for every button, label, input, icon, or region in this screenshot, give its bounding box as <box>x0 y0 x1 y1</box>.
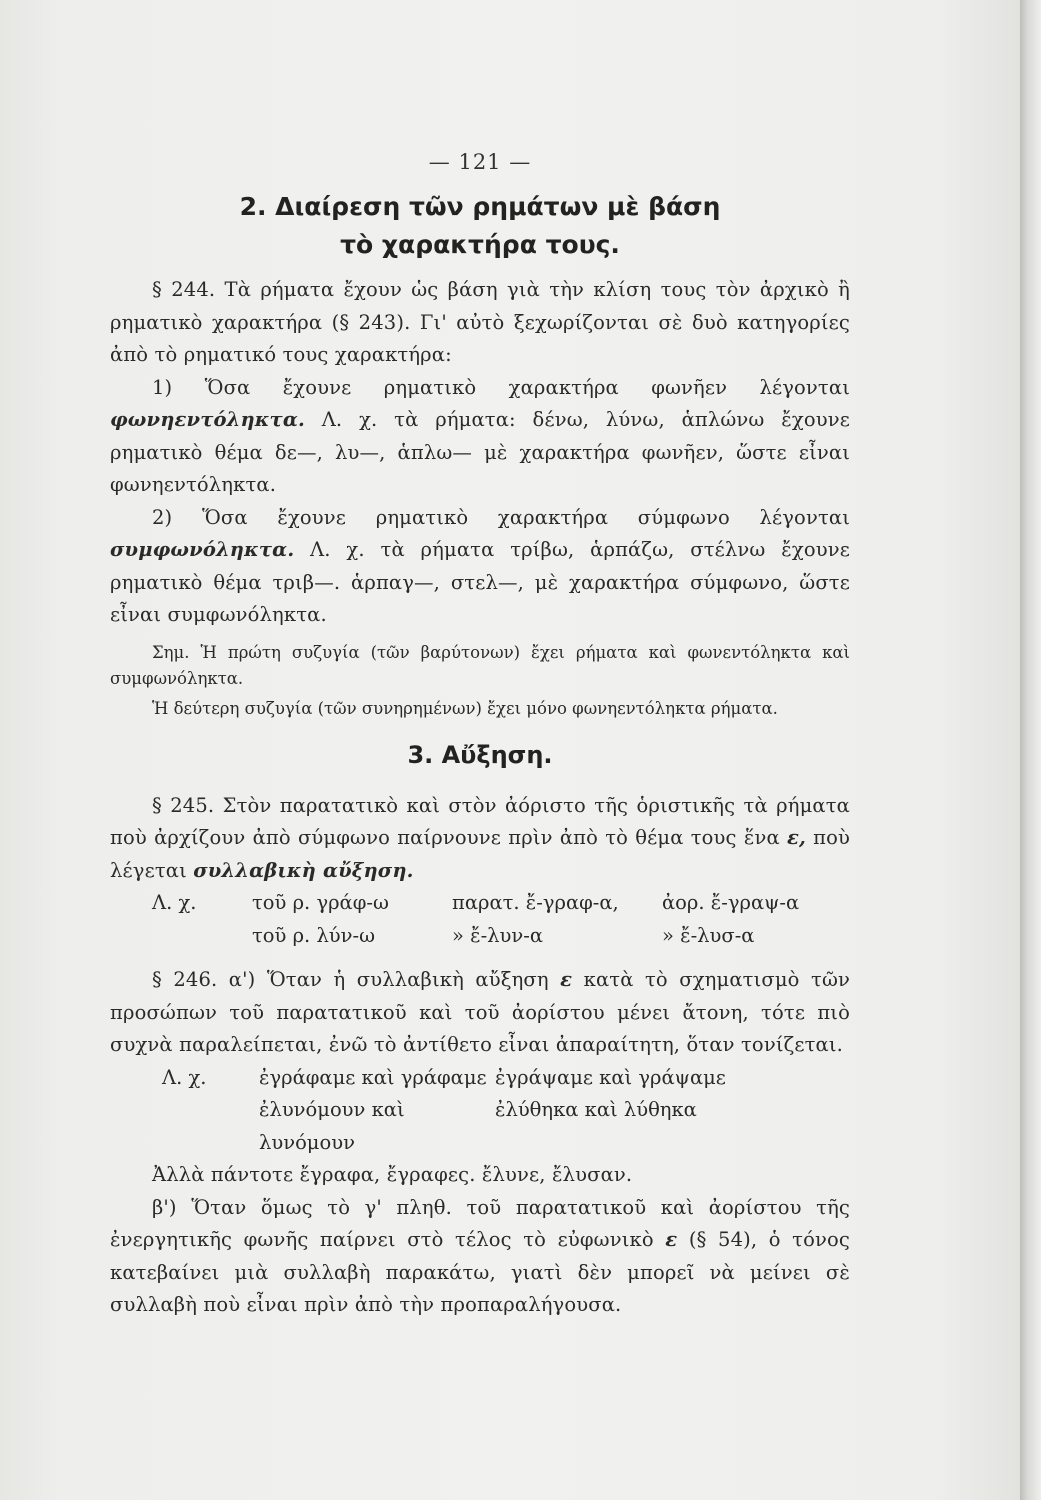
item1-text-b: Λ. χ. τὰ ρήματα: δένω, λύνω, ἁπλώνω ἔχουνε ρηματικὸ θέμα δε—, λυ—, ἁπλω— μὲ χαρακτήρα φωνῆεν, ὥστε εἶναι φωνηεντόληκτα. <box>110 408 850 496</box>
page-edge <box>1020 0 1041 1500</box>
p246b-text-1: β') Ὅταν ὅμως τὸ γ' πληθ. τοῦ παρατατικοῦ καὶ ἀορίστου τῆς ἐνεργητικῆς φωνῆς παίρνει στὸ τέλος τὸ εὐφωνικὸ <box>110 1195 850 1251</box>
example-cell: ἐλύθηκα καὶ λύθηκα <box>495 1098 697 1121</box>
paragraph-246-a <box>110 964 850 1062</box>
note-first-conjugation: Σημ. Ἡ πρώτη συζυγία (τῶν βαρύτονων) ἔχει ρήματα καὶ φωνεντόληκτα καὶ συμφωνόληκτα. <box>110 642 850 688</box>
example-cell: ἐλυνόμουν καὶ λυνόμουν <box>259 1098 405 1154</box>
p246a-text-1: § 246. α') Ὅταν ἡ συλλαβικὴ αὔξηση <box>152 968 561 991</box>
example-cell: ἐγράφαμε καὶ γράφαμε <box>259 1065 487 1089</box>
section-3-heading: 3. Αὔξηση. <box>407 740 553 769</box>
example-row <box>110 920 850 953</box>
p246a-epsilon: ε <box>560 968 573 991</box>
example-cell: Λ. χ. <box>152 891 197 914</box>
example-row <box>110 1062 850 1095</box>
example-cell: Λ. χ. <box>162 1065 207 1089</box>
example-cell: τοῦ ρ. γράφ-ω <box>252 891 389 914</box>
p246b-text-2: (§ 54), ὁ τόνος κατεβαίνει μιὰ συλλαβὴ παρακάτω, γιατὶ δὲν μπορεῖ νὰ μείνει σὲ συλλαβὴ ποὺ εἶναι πρὶν ἀπὸ τὴν προπαραλήγουσα. <box>110 1228 850 1316</box>
p245-term: συλλαβικὴ αὔξηση. <box>193 858 414 882</box>
paragraph-246-but: Ἀλλὰ πάντοτε ἔγραφα, ἔγραφες. ἔλυνε, ἔλυσαν. <box>152 1163 633 1186</box>
example-row <box>110 887 850 920</box>
example-cell: » ἔ-λυσ-α <box>662 923 755 947</box>
example-cell: ἀορ. ἔ-γραψ-α <box>662 891 800 914</box>
paragraph-246-b <box>110 1192 850 1322</box>
p246b-epsilon: ε <box>665 1228 678 1251</box>
page-number: — 121 — <box>428 150 532 174</box>
paragraph-245 <box>110 790 850 888</box>
p245-text-a: § 245. Στὸν παρατατικὸ καὶ στὸν ἀόριστο τῆς ὁριστικῆς τὰ ρήματα ποὺ ἀρχίζουν ἀπὸ σύμφωνο παίρνουνε πρὶν ἀπὸ τὸ θέμα τους ἕνα <box>110 793 850 849</box>
p246a-text-2: κατὰ τὸ σχηματισμὸ τῶν προσώπων τοῦ παρατατικοῦ καὶ τοῦ ἀορίστου μένει ἄτονη, τότε πιὸ συχνὰ παραλείπεται, ἐνῶ τὸ ἀντίθετο εἶναι ἀπαραίτητη, ὅταν τονίζεται. <box>110 968 850 1056</box>
example-cell: ἐγράψαμε καὶ γράψαμε <box>495 1065 726 1089</box>
p245-epsilon: ε, <box>786 826 806 849</box>
example-cell: τοῦ ρ. λύν-ω <box>252 923 375 947</box>
page-content <box>110 150 850 1322</box>
section-2-heading-line2: τὸ χαρακτήρα τους. <box>340 230 620 259</box>
item1-term: φωνηεντόληκτα. <box>110 408 305 431</box>
note-second-conjugation: Ἡ δεύτερη συζυγία (τῶν συνηρημένων) ἔχει μόνο φωνηεντόληκτα ρήματα. <box>152 698 778 718</box>
paragraph-244-intro: § 244. Τὰ ρήματα ἔχουν ὡς βάση γιὰ τὴν κλίση τους τὸν ἀρχικὸ ἢ ρηματικὸ χαρακτήρα (§ 243). Γι' αὐτὸ ξεχωρίζονται σὲ δυὸ κατηγορίες ἀπὸ τὸ ρηματικό τους χαρακτήρα: <box>110 278 850 366</box>
example-cell <box>110 920 252 953</box>
example-cell <box>110 1094 259 1159</box>
paragraph-244-item1 <box>110 372 850 502</box>
p245-text-b: ποὺ λέγεται <box>110 826 850 882</box>
example-cell: παρατ. ἔ-γραφ-α, <box>452 891 619 914</box>
item2-text-a: 2) Ὅσα ἔχουνε ρηματικὸ χαρακτήρα σύμφωνο λέγονται <box>152 505 850 529</box>
section-2-heading-line1: 2. Διαίρεση τῶν ρημάτων μὲ βάση <box>239 192 721 221</box>
example-row <box>110 1094 850 1159</box>
item1-text-a: 1) Ὅσα ἔχουνε ρηματικὸ χαρακτήρα φωνῆεν λέγονται <box>152 375 850 399</box>
paragraph-244-item2 <box>110 502 850 632</box>
example-cell: » ἔ-λυν-α <box>452 923 544 947</box>
item2-term: συμφωνόληκτα. <box>110 538 295 561</box>
item2-text-b: Λ. χ. τὰ ρήματα τρίβω, ἁρπάζω, στέλνω ἔχουνε ρηματικὸ θέμα τριβ—. ἁρπαγ—, στελ—, μὲ χαρακτήρα σύμφωνο, ὥστε εἶναι συμφωνόληκτα. <box>110 538 850 626</box>
